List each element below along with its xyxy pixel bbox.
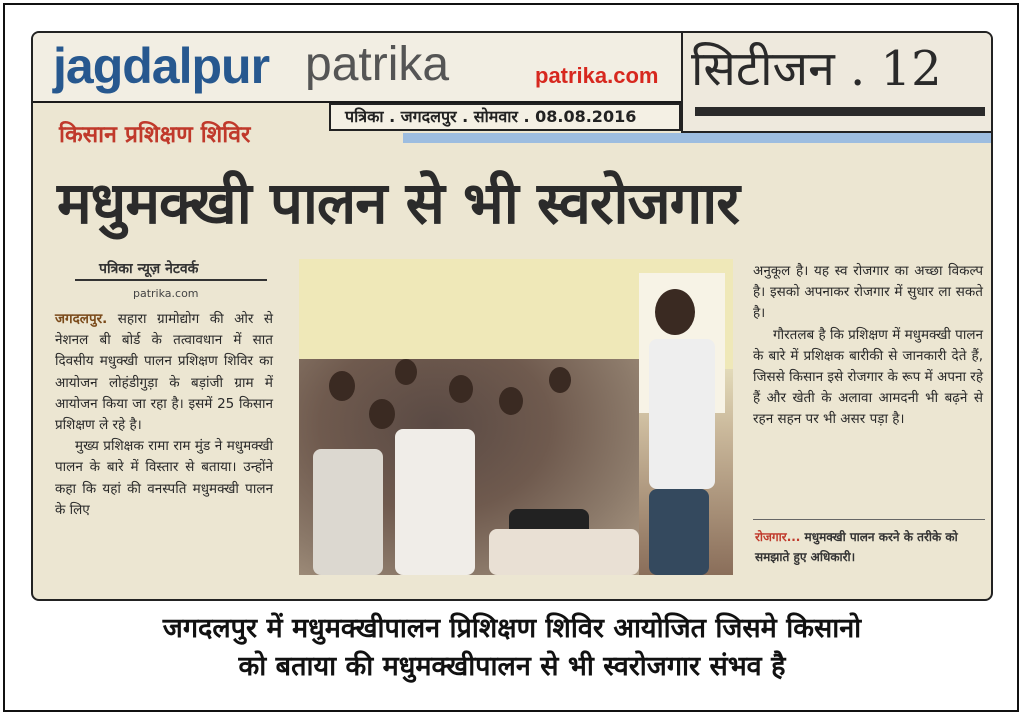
bottom-caption-line-2: को बताया की मधुमक्खीपालन से भी स्वरोजगार संभव है	[238, 651, 786, 682]
article-photo	[299, 259, 733, 575]
photo-person	[395, 429, 475, 575]
byline-rule	[75, 279, 267, 281]
bottom-caption	[0, 610, 1024, 686]
photo-caption-tag: रोजगार...	[755, 530, 801, 544]
left-paragraph-2: मुख्य प्रशिक्षक रामा राम मुंड ने मधुमक्खी पालन के बारे में विस्तार से बताया। उन्होंने कहा कि यहां की वनस्पति मधुमक्खी पालन के लिए	[55, 438, 273, 518]
photo-caption	[755, 527, 983, 567]
photo-speaker-head	[655, 289, 695, 335]
photo-person	[549, 367, 571, 393]
photo-speaker-trousers	[649, 489, 709, 575]
left-paragraph-1: सहारा ग्रामोद्योग की ओर से नेशनल बी बोर्ड के तत्वावधान में सात दिवसीय मधुक्खी पालन प्रशिक्षण शिविर का आयोजन लोहंडीगुड़ा के बड़ांजी ग्राम में आयोजन किया जा रहा है। इसमें 25 किसान प्रशिक्षण ले रहे है।	[55, 311, 273, 434]
photo-person	[449, 375, 473, 403]
section-color-rule	[403, 133, 993, 143]
page-label-box	[681, 33, 993, 133]
dateline: पत्रिका . जगदलपुर . सोमवार . 08.08.2016	[329, 103, 681, 131]
caption-rule	[753, 519, 985, 520]
photo-table	[489, 529, 639, 575]
photo-speaker	[649, 339, 715, 489]
photo-person	[313, 449, 383, 575]
photo-person	[499, 387, 523, 415]
section-title: किसान प्रशिक्षण शिविर	[59, 122, 251, 148]
article-left-column	[55, 309, 273, 521]
photo-caption-text: मधुमक्खी पालन करने के तरीके को समझाते हुए अधिकारी।	[755, 530, 958, 564]
dateline-place: जगदलपुर.	[55, 311, 108, 327]
masthead	[33, 33, 681, 103]
photo-person	[329, 371, 355, 401]
right-paragraph-2: गौरतलब है कि प्रशिक्षण में मधुमक्खी पालन के बारे में प्रशिक्षक बारीकी से जानकारी देते हैं, जिससे किसान इसे रोजगार के रूप में अपना रहे हैं और खेती के अलावा आमदनी भी बढ़ने से रहन सहन पर भी असर पड़ा है।	[753, 326, 983, 428]
photo-person	[369, 399, 395, 429]
headline: मधुमक्खी पालन से भी स्वरोजगार	[57, 169, 740, 237]
brand-subname: patrika	[305, 38, 450, 91]
right-paragraph-1: अनुकूल है। यह स्व रोजगार का अच्छा विकल्प है। इसको अपनाकर रोजगार में सुधार ला सकते है।	[753, 263, 983, 322]
brand-name: jagdalpur	[53, 38, 270, 94]
brand-website: patrika.com	[535, 63, 659, 88]
bottom-caption-line-1: जगदलपुर में मधुमक्खीपालन प्रिशिक्षण शिविर आयोजित जिसमे किसानो	[162, 613, 862, 644]
newspaper-clipping	[31, 31, 993, 601]
byline-website: patrika.com	[133, 287, 199, 300]
page-label-rule	[695, 107, 985, 116]
page-label: सिटीजन . 12	[691, 41, 942, 97]
photo-person	[395, 359, 417, 385]
byline: पत्रिका न्यूज़ नेटवर्क	[99, 261, 199, 277]
article-right-column	[753, 261, 983, 431]
